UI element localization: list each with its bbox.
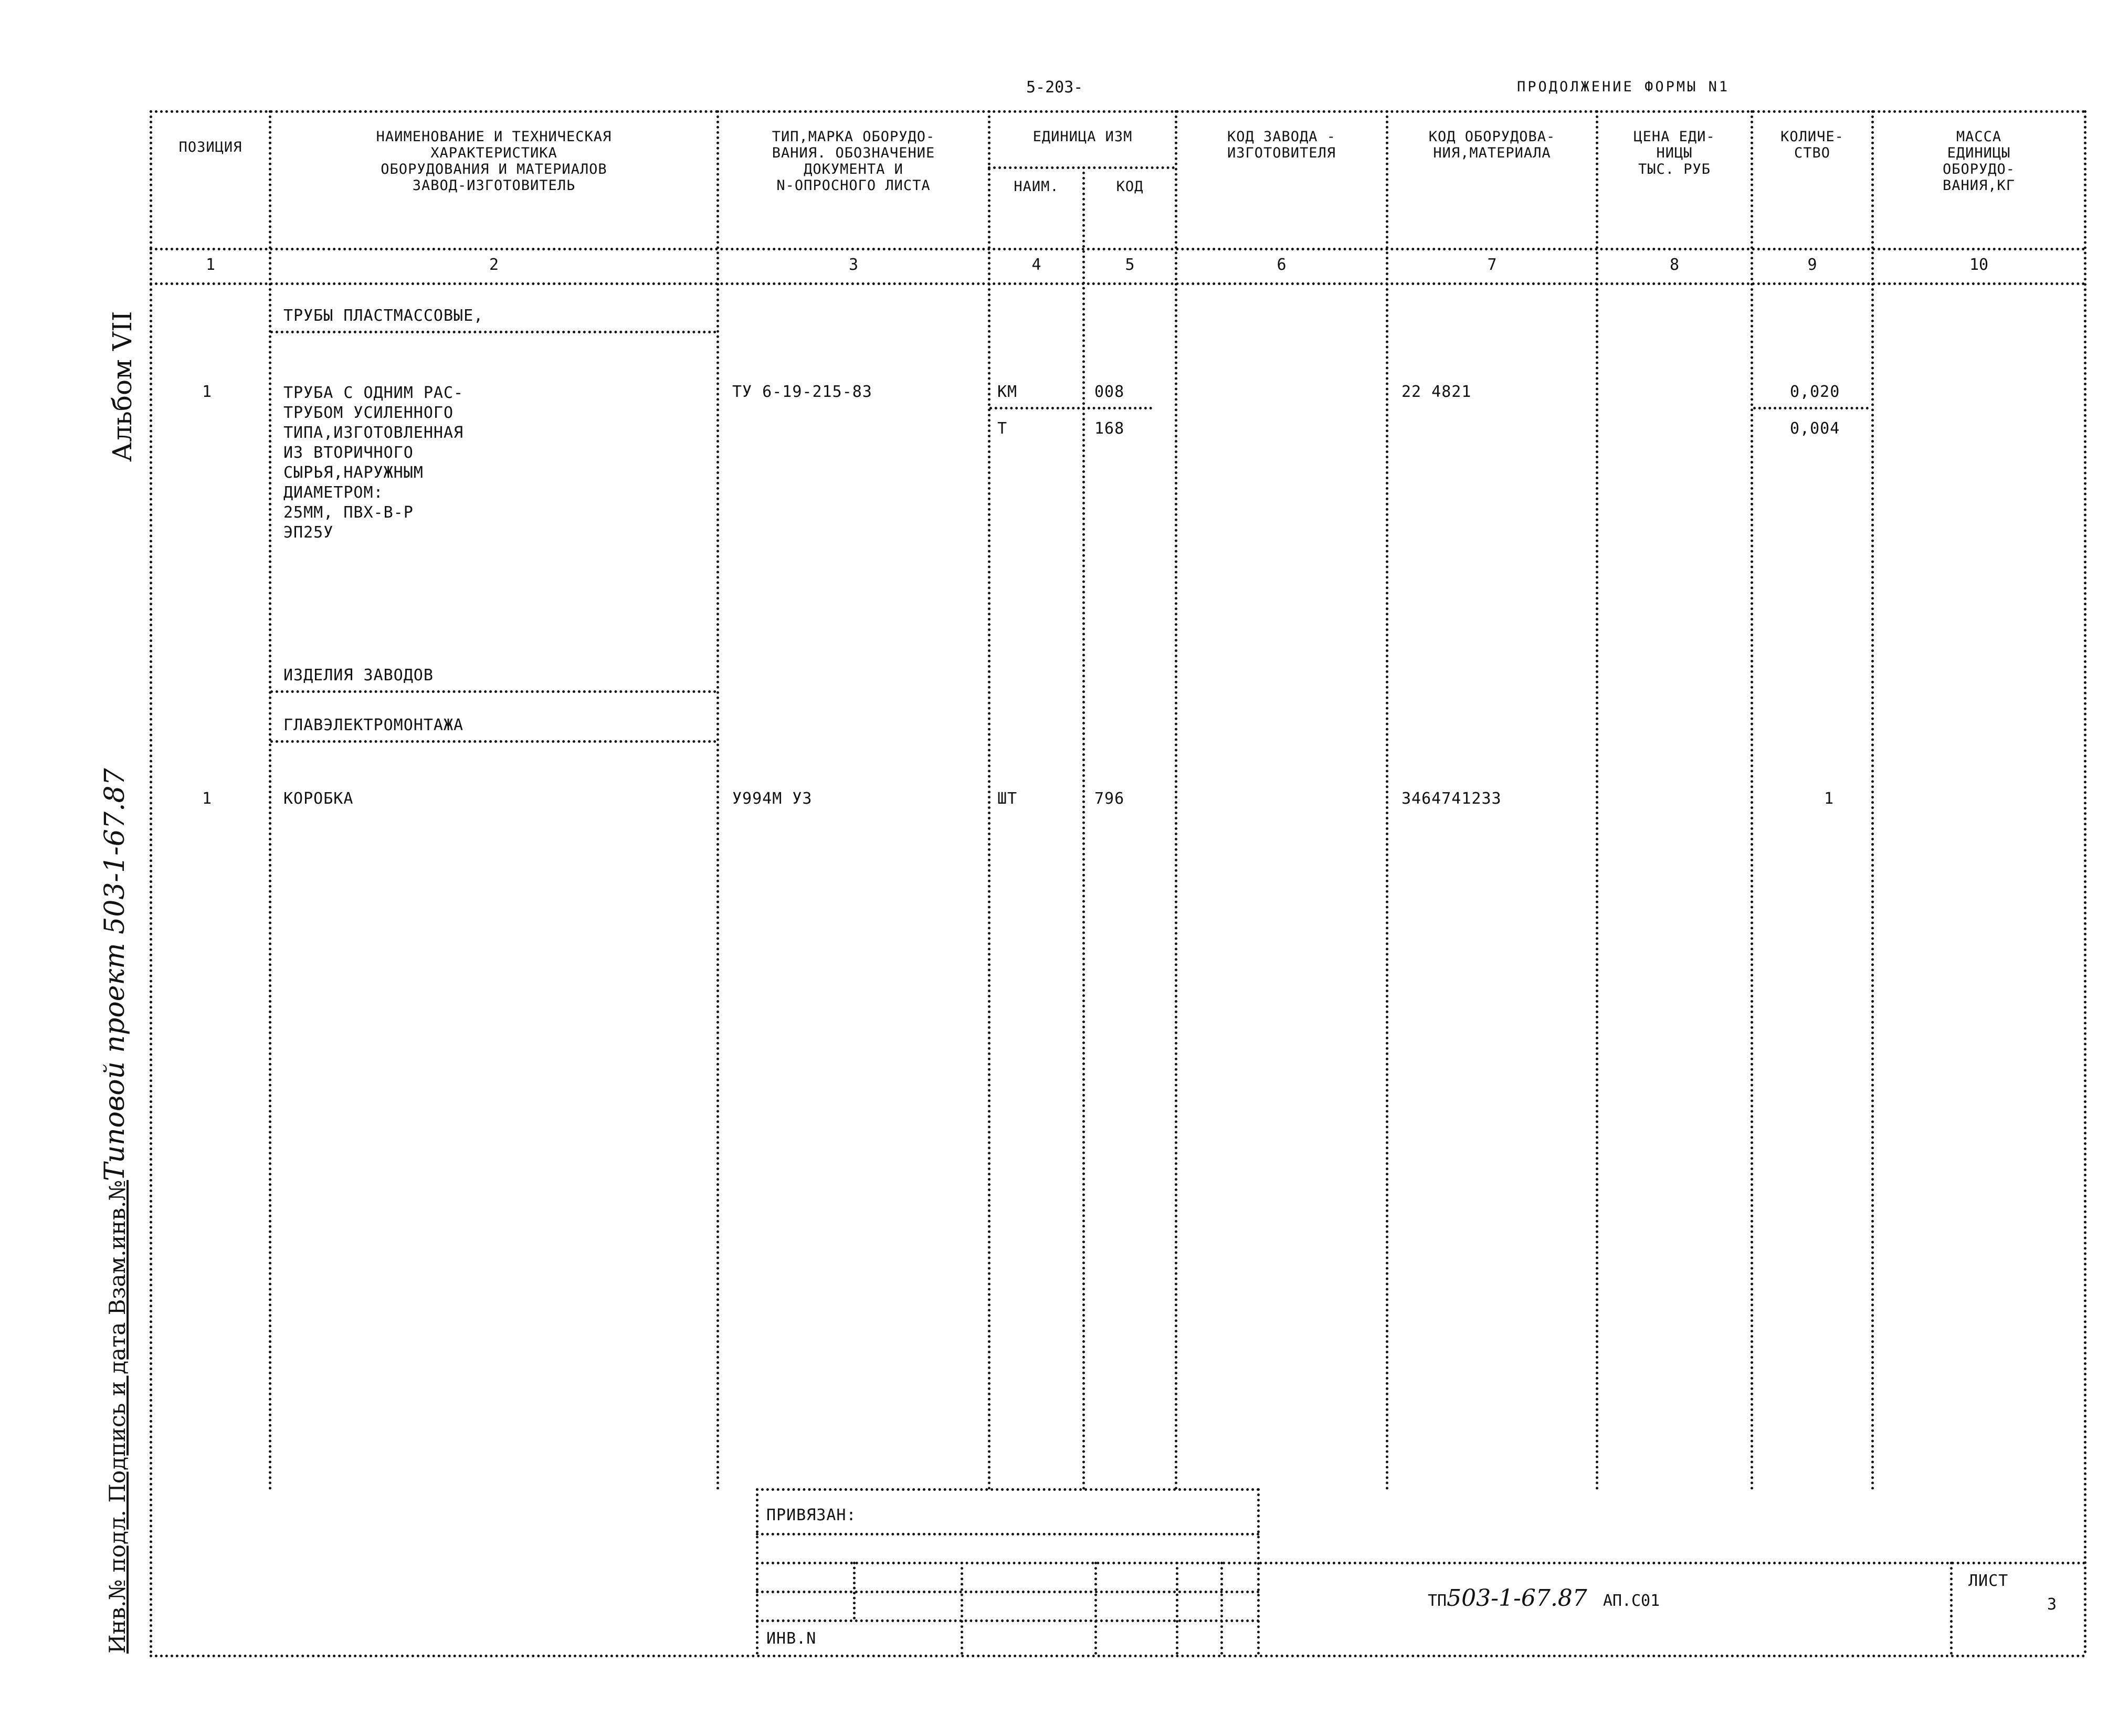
stamp-left-line <box>756 1488 758 1655</box>
pipe-quantity-km: 0,020 <box>1790 383 1840 401</box>
col-divider-7 <box>1596 110 1598 1491</box>
colnum-1: 1 <box>205 256 216 274</box>
margin-inv-labels: Инв.№ подл. Подпись и дата Взам.инв.№ <box>104 1180 130 1654</box>
margin-project: Типовой проект 503-1-67.87 <box>99 768 131 1181</box>
header-unit-group: ЕДИНИЦА ИЗМ <box>1032 129 1133 145</box>
colnum-2: 2 <box>489 256 499 274</box>
pipe-code-008: 008 <box>1094 383 1125 401</box>
box-unit: ШТ <box>997 790 1018 808</box>
stamp-line-2 <box>756 1562 2086 1564</box>
pipe-unit-divider <box>989 407 1152 409</box>
box-equipment-code: 3464741233 <box>1401 790 1502 808</box>
stamp-right-line <box>1257 1488 1260 1655</box>
unit-subheader-line <box>988 166 1175 169</box>
page-number: 5-203- <box>1026 78 1083 97</box>
colnum-9: 9 <box>1807 256 1817 274</box>
stamp-divider-3 <box>1094 1562 1097 1655</box>
colnum-6: 6 <box>1277 256 1287 274</box>
section-title-products: ИЗДЕЛИЯ ЗАВОДОВ <box>283 666 434 685</box>
table-bottom-border <box>150 1655 2086 1657</box>
section-underline-products-1 <box>270 690 716 693</box>
pipe-description: ТРУБА С ОДНИМ РАС- ТРУБОМ УСИЛЕННОГО ТИПА,ИЗГОТОВЛЕННАЯ ИЗ ВТОРИЧНОГО СЫРЬЯ,НАРУЖНЫМ ДИАМЕТРОМ: 25ММ, ПВХ-В-Р ЭП25У <box>283 384 464 542</box>
stamp-divider-1 <box>853 1562 856 1619</box>
box-description: КОРОБКА <box>283 790 354 808</box>
header-unit-name: НАИМ. <box>1014 178 1059 195</box>
col-divider-2 <box>716 110 719 1491</box>
colnum-8: 8 <box>1669 256 1680 274</box>
pipe-type: ТУ 6-19-215-83 <box>732 383 872 401</box>
document-number <box>1428 1585 1660 1612</box>
pipe-equipment-code: 22 4821 <box>1401 383 1472 401</box>
header-position: ПОЗИЦИЯ <box>178 139 243 155</box>
stamp-inv: ИНВ.N <box>766 1629 817 1648</box>
colnum-7: 7 <box>1487 256 1497 274</box>
doc-suffix: АП.С01 <box>1603 1592 1660 1610</box>
stamp-line-1 <box>756 1533 1260 1535</box>
table-right-border <box>2084 110 2086 1655</box>
sheet-box-divider <box>1950 1562 1953 1655</box>
pipe-quantity-t: 0,004 <box>1790 419 1840 438</box>
pipe-code-168: 168 <box>1094 419 1125 438</box>
stamp-divider-5 <box>1220 1562 1223 1655</box>
header-unit-code: КОД <box>1116 178 1144 195</box>
doc-prefix: ТП <box>1428 1592 1447 1610</box>
colnum-bottom-border <box>150 282 2086 285</box>
pipe-unit-t: Т <box>997 419 1008 438</box>
header-type: ТИП,МАРКА ОБОРУДО- ВАНИЯ. ОБОЗНАЧЕНИЕ ДОКУМЕНТА И N-ОПРОСНОГО ЛИСТА <box>772 129 935 194</box>
box-type: У994М У3 <box>732 790 813 808</box>
section-title-glavelektromontazh: ГЛАВЭЛЕКТРОМОНТАЖА <box>283 716 464 734</box>
section-title-pipes: ТРУБЫ ПЛАСТМАССОВЫЕ, <box>283 307 484 325</box>
col-divider-8 <box>1751 110 1753 1491</box>
colnum-5: 5 <box>1125 256 1135 274</box>
box-quantity: 1 <box>1824 790 1835 808</box>
box-unit-code: 796 <box>1094 790 1125 808</box>
continuation-label: ПРОДОЛЖЕНИЕ ФОРМЫ N1 <box>1517 79 1730 95</box>
header-plant-code: КОД ЗАВОДА - ИЗГОТОВИТЕЛЯ <box>1227 129 1336 162</box>
col-divider-6 <box>1386 110 1388 1491</box>
colnum-3: 3 <box>848 256 859 274</box>
stamp-divider-2 <box>961 1562 963 1655</box>
pipe-unit-km: КМ <box>997 383 1018 401</box>
col-divider-1 <box>269 110 271 1491</box>
header-mass: МАССА ЕДИНИЦЫ ОБОРУДО- ВАНИЯ,КГ <box>1942 129 2016 194</box>
header-bottom-border <box>150 248 2086 250</box>
header-name: НАИМЕНОВАНИЕ И ТЕХНИЧЕСКАЯ ХАРАКТЕРИСТИКА ОБОРУДОВАНИЯ И МАТЕРИАЛОВ ЗАВОД-ИЗГОТОВИТЕЛЬ <box>376 129 612 194</box>
pipe-position: 1 <box>202 383 213 401</box>
header-equipment-code: КОД ОБОРУДОВА- НИЯ,МАТЕРИАЛА <box>1428 129 1556 162</box>
colnum-4: 4 <box>1031 256 1041 274</box>
stamp-line-4 <box>756 1619 1260 1622</box>
doc-number: 503-1-67.87 <box>1447 1585 1587 1612</box>
box-position: 1 <box>202 790 213 808</box>
pipe-qty-divider <box>1753 407 1869 409</box>
col-divider-3 <box>988 110 990 1491</box>
header-unit-price: ЦЕНА ЕДИ- НИЦЫ ТЫС. РУБ <box>1633 129 1715 178</box>
stamp-top-line <box>756 1488 1260 1491</box>
section-underline-pipes <box>270 331 716 333</box>
col-divider-4 <box>1082 166 1085 1491</box>
margin-album: Альбом VII <box>107 311 138 462</box>
col-divider-9 <box>1871 110 1874 1491</box>
col-divider-5 <box>1175 110 1177 1491</box>
header-quantity: КОЛИЧЕ- СТВО <box>1780 129 1844 162</box>
stamp-divider-4 <box>1176 1562 1178 1655</box>
colnum-10: 10 <box>1969 256 1989 274</box>
section-underline-products-2 <box>270 740 716 743</box>
stamp-line-3 <box>756 1591 1260 1593</box>
table-left-border <box>150 110 152 1655</box>
table-top-border <box>150 110 2086 113</box>
stamp-privyazan: ПРИВЯЗАН: <box>766 1506 857 1524</box>
sheet-number: 3 <box>2047 1595 2058 1614</box>
sheet-label: ЛИСТ <box>1968 1572 2009 1590</box>
